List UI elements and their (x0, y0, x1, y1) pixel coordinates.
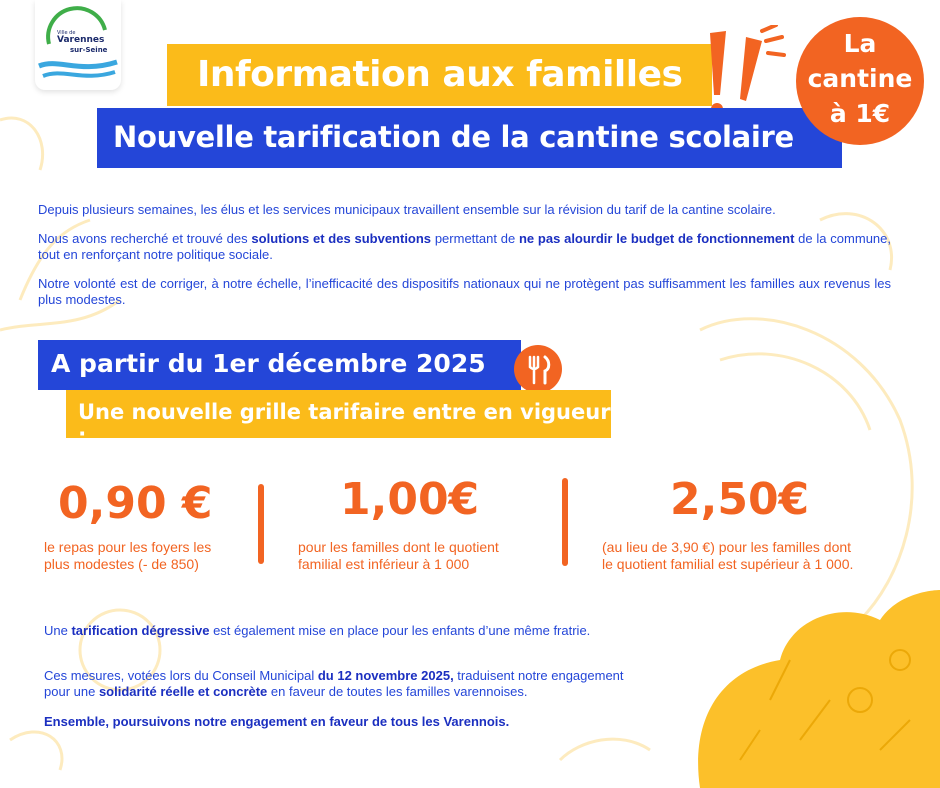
city-logo (35, 0, 121, 90)
date-banner (38, 340, 521, 390)
footer-note-2: Ces mesures, votées lors du Conseil Municipal du 12 novembre 2025, traduisent notre engagement pour une solidarité réelle et concrète en faveur de toutes les familles varennoises. (44, 668, 624, 699)
divider-2 (562, 478, 568, 566)
price-badge (796, 17, 924, 145)
price-desc-2: pour les familles dont le quotient familial est inférieur à 1 000 (298, 539, 499, 572)
date-banner-text: A partir du 1er décembre 2025 (51, 349, 486, 378)
intro-paragraph-3: Notre volonté est de corriger, à notre échelle, l’inefficacité des dispositifs nationaux qui ne protègent pas suffisamment les familles aux revenus les plus modestes. (38, 276, 891, 307)
price-amount-2: 1,00€ (340, 474, 480, 525)
cutlery-icon (514, 345, 562, 393)
highlight-date: du 12 novembre 2025, (317, 668, 454, 683)
logo-emblem-icon (35, 0, 121, 90)
yellow-cloud (698, 590, 940, 788)
page-subtitle: Nouvelle tarification de la cantine scolaire (113, 120, 794, 154)
page-title: Information aux familles (197, 54, 683, 95)
highlight-solidarity: solidarité réelle et concrète (98, 684, 268, 699)
divider-1 (258, 484, 264, 564)
intro-paragraph-1: Depuis plusieurs semaines, les élus et les services municipaux travaillent ensemble sur la révision du tarif de la cantine scolaire. (38, 202, 776, 217)
price-desc-1: le repas pour les foyers les plus modestes (- de 850) (44, 539, 212, 572)
title-banner (167, 44, 712, 106)
badge-line-1: La (843, 29, 877, 58)
badge-line-2: cantine (807, 64, 913, 93)
grid-banner-text: Une nouvelle grille tarifaire entre en vigueur : (78, 400, 611, 448)
logo-line-1: Varennes (57, 35, 105, 45)
price-amount-1: 0,90 € (58, 478, 213, 529)
highlight-degressive: tarification dégressive (71, 623, 210, 638)
intro-paragraph-2: Nous avons recherché et trouvé des solutions et des subventions permettant de ne pas alourdir le budget de fonctionnement de la commune, tout en renforçant notre politique sociale. (38, 231, 891, 262)
logo-small-text: Ville de (57, 30, 76, 36)
badge-line-3: à 1€ (829, 99, 891, 128)
grid-banner (66, 390, 611, 448)
price-amount-3: 2,50€ (670, 474, 810, 525)
highlight-budget: ne pas alourdir le budget de fonctionnement (518, 231, 795, 246)
logo-line-2: sur-Seine (70, 46, 108, 54)
highlight-subventions: solutions et des subventions (251, 231, 432, 246)
footer-note-3: Ensemble, poursuivons notre engagement en faveur de tous les Varennois. (44, 714, 510, 729)
subtitle-banner (97, 108, 842, 168)
price-desc-3: (au lieu de 3,90 €) pour les familles dont le quotient familial est supérieur à 1 000. (602, 539, 854, 572)
footer-note-1: Une tarification dégressive est également mise en place pour les enfants d’une même fratrie. (44, 623, 591, 638)
